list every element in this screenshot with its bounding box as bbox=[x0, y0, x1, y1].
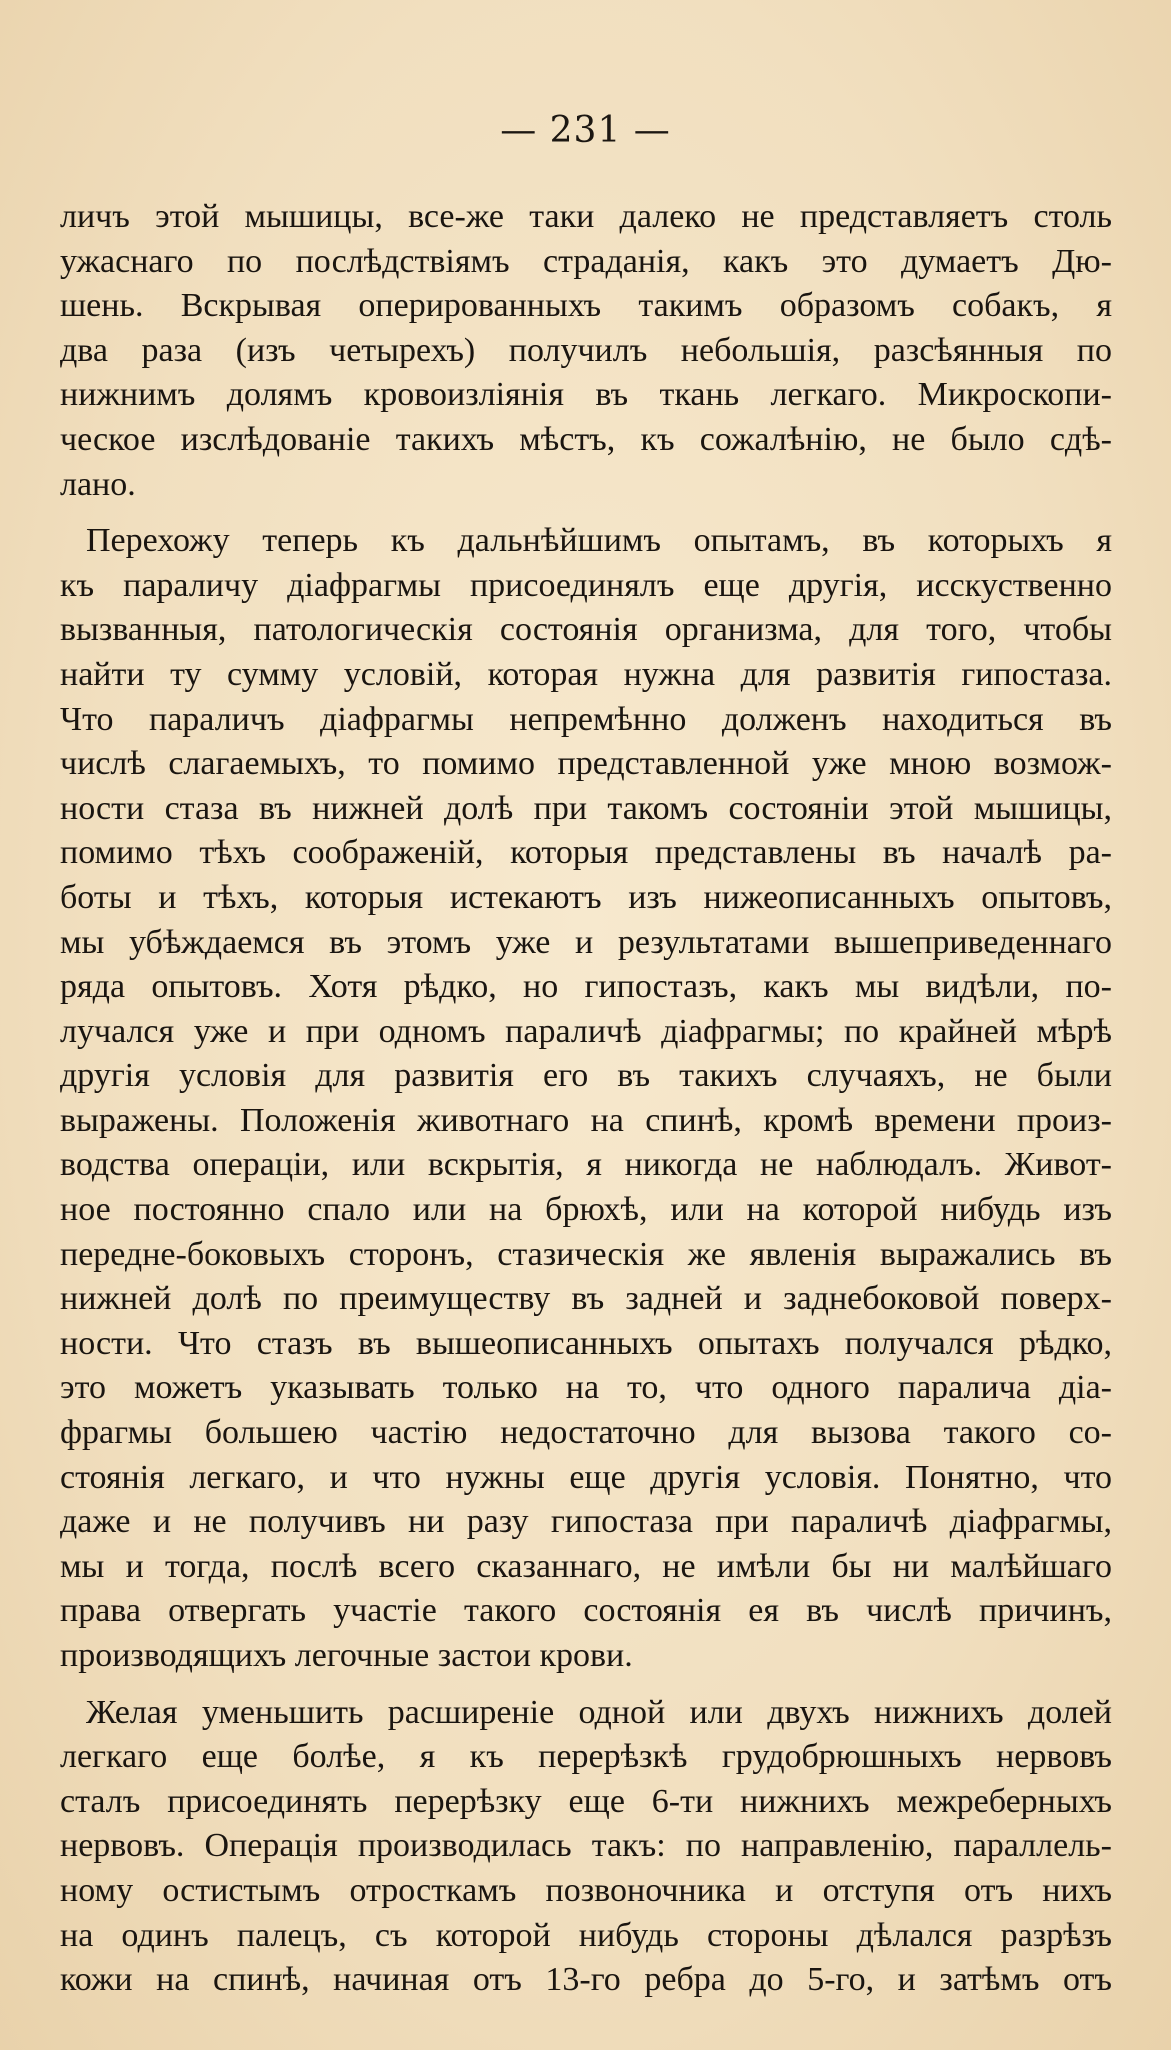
text-line: выражены. Положенія животнаго на спинѣ, кромѣ времени произ- bbox=[60, 1101, 1112, 1139]
text-line: ности. Что стазъ въ вышеописанныхъ опытахъ получался рѣдко, bbox=[60, 1324, 1112, 1362]
paragraph-2 bbox=[60, 519, 1112, 1678]
text-line: фрагмы большею частію недостаточно для вызова такого со- bbox=[60, 1414, 1112, 1452]
text-line: производящихъ легочные застои крови. bbox=[60, 1637, 633, 1674]
text-line: ряда опытовъ. Хотя рѣдко, но гипостазъ, какъ мы видѣли, по- bbox=[60, 968, 1112, 1006]
body-text bbox=[60, 195, 1112, 2003]
text-line: боты и тѣхъ, которыя истекаютъ изъ нижеописанныхъ опытовъ, bbox=[60, 878, 1112, 916]
text-line: ное постоянно спало или на брюхѣ, или на которой нибудь изъ bbox=[60, 1191, 1112, 1229]
text-line: найти ту сумму условій, которая нужна для развитія гипостаза. bbox=[60, 655, 1112, 693]
page-number: — 231 — bbox=[500, 110, 671, 151]
text-line: легкаго еще болѣе, я къ перерѣзкѣ грудобрюшныхъ нервовъ bbox=[60, 1738, 1112, 1776]
text-line: стоянія легкаго, и что нужны еще другія условія. Понятно, что bbox=[60, 1458, 1112, 1496]
text-line: это можетъ указывать только на то, что одного паралича діа- bbox=[60, 1369, 1112, 1407]
text-line: кожи на спинѣ, начиная отъ 13-го ребра до 5-го, и затѣмъ отъ bbox=[60, 1961, 1112, 1999]
paragraph-1 bbox=[60, 195, 1112, 507]
text-line: ности стаза въ нижней долѣ при такомъ состояніи этой мышицы, bbox=[60, 789, 1112, 827]
text-line: нижнимъ долямъ кровоизліянія въ ткань легкаго. Микроскопи- bbox=[60, 376, 1112, 414]
text-line: два раза (изъ четырехъ) получилъ небольшія, разсѣянныя по bbox=[60, 331, 1112, 369]
text-line: сталъ присоединять перерѣзку еще 6-ти нижнихъ межреберныхъ bbox=[60, 1782, 1112, 1820]
text-line: передне-боковыхъ сторонъ, стазическія же явленія выражались въ bbox=[60, 1235, 1112, 1273]
text-line: нервовъ. Операція производилась такъ: по направленію, параллель- bbox=[60, 1827, 1112, 1865]
text-line: Перехожу теперь къ дальнѣйшимъ опытамъ, въ которыхъ я bbox=[86, 522, 1112, 560]
text-line: водства операціи, или вскрытія, я никогда не наблюдалъ. Живот- bbox=[60, 1146, 1112, 1184]
text-line: мы убѣждаемся въ этомъ уже и результатами вышеприведеннаго bbox=[60, 923, 1112, 961]
text-line: другія условія для развитія его въ такихъ случаяхъ, не были bbox=[60, 1057, 1112, 1095]
text-line: Желая уменьшить расширеніе одной или двухъ нижнихъ долей bbox=[86, 1693, 1112, 1731]
text-line: личъ этой мышицы, все-же таки далеко не представляетъ столь bbox=[60, 198, 1112, 235]
text-line: лано. bbox=[60, 465, 136, 503]
text-line: къ параличу діафрагмы присоединялъ еще другія, исскуственно bbox=[60, 566, 1112, 604]
paragraph-3 bbox=[60, 1691, 1112, 2003]
text-line: ужаснаго по послѣдствіямъ страданія, какъ это думаетъ Дю- bbox=[60, 242, 1112, 280]
text-line: вызванныя, патологическія состоянія организма, для того, чтобы bbox=[60, 611, 1112, 649]
text-line: нижней долѣ по преимуществу въ задней и заднебоковой поверх- bbox=[60, 1280, 1112, 1318]
text-line: Что параличъ діафрагмы непремѣнно долженъ находиться въ bbox=[60, 700, 1112, 738]
text-line: ному остистымъ отросткамъ позвоночника и отступя отъ нихъ bbox=[60, 1871, 1112, 1909]
text-line: шень. Вскрывая оперированныхъ такимъ образомъ собакъ, я bbox=[60, 287, 1112, 325]
text-line: права отвергать участіе такого состоянія ея въ числѣ причинъ, bbox=[60, 1592, 1112, 1630]
text-line: мы и тогда, послѣ всего сказаннаго, не имѣли бы ни малѣйшаго bbox=[60, 1547, 1112, 1585]
text-line: даже и не получивъ ни разу гипостаза при параличѣ діафрагмы, bbox=[60, 1503, 1112, 1541]
text-line: лучался уже и при одномъ параличѣ діафрагмы; по крайней мѣрѣ bbox=[60, 1012, 1112, 1050]
text-line: помимо тѣхъ соображеній, которыя представлены въ началѣ ра- bbox=[60, 834, 1112, 872]
text-line: на одинъ палецъ, съ которой нибудь стороны дѣлался разрѣзъ bbox=[60, 1916, 1112, 1954]
text-line: ческое изслѣдованіе такихъ мѣстъ, къ сожалѣнію, не было сдѣ- bbox=[60, 420, 1112, 458]
text-line: числѣ слагаемыхъ, то помимо представленной уже мною возмож- bbox=[60, 745, 1112, 783]
